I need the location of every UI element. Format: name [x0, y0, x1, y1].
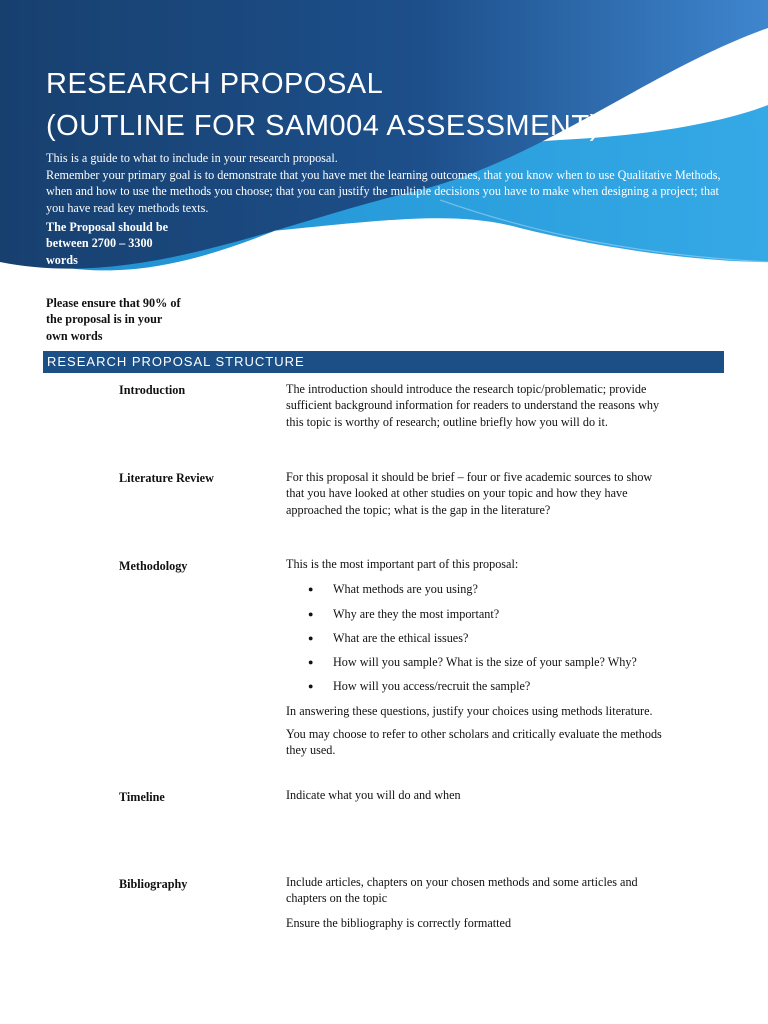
- row-text-introduction: The introduction should introduce the research topic/problematic; provide sufficient background information for readers to understand the reasons why this topic is worthy of research; outline briefly how you will do it.: [286, 382, 660, 429]
- intro-paragraph-2: Remember your primary goal is to demonstrate that you have met the learning outcomes, that you know when to use Qualitative Methods, when and how to use the methods you choose; that you can justify the multiple decisions you have to make when designing a project; that you have read key methods texts.: [46, 167, 721, 215]
- methodology-paragraph-2: You may choose to refer to other scholars and critically evaluate the methods they used.: [286, 727, 662, 758]
- bullet-item: ● What are the ethical issues?: [286, 630, 666, 646]
- intro-paragraph-1: This is a guide to what to include in your research proposal.: [46, 151, 338, 165]
- page-title-line1: RESEARCH PROPOSAL: [46, 68, 384, 100]
- row-label-bibliography: Bibliography: [119, 877, 188, 891]
- bibliography-paragraph-1: Include articles, chapters on your chosen methods and some articles and chapters on the topic: [286, 875, 638, 906]
- methodology-lead: This is the most important part of this proposal:: [286, 557, 519, 571]
- row-text-timeline: Indicate what you will do and when: [286, 788, 461, 802]
- bullet-item: ● How will you access/recruit the sample?: [286, 678, 666, 694]
- page-title-line2: (OUTLINE FOR SAM004 ASSESSMENT): [46, 110, 600, 142]
- bullet-item: ● How will you sample? What is the size of your sample? Why?: [286, 654, 666, 670]
- bullet-item: ● What methods are you using?: [286, 581, 666, 597]
- row-label-timeline: Timeline: [119, 790, 165, 804]
- methodology-bullet-list: [286, 581, 666, 694]
- row-text-methodology: [286, 556, 666, 759]
- section-title: RESEARCH PROPOSAL STRUCTURE: [47, 354, 305, 369]
- section-header-bar: [43, 351, 724, 373]
- bibliography-paragraph-2: Ensure the bibliography is correctly formatted: [286, 915, 512, 930]
- row-text-literature-review: For this proposal it should be brief – four or five academic sources to show that you have looked at other studies on your topic and how they have approached the topic; what is the gap in the literature?: [286, 470, 653, 517]
- bullet-item: ● Why are they the most important?: [286, 606, 666, 622]
- row-label-introduction: Introduction: [119, 383, 186, 397]
- row-label-methodology: Methodology: [119, 559, 188, 573]
- row-text-bibliography: [286, 874, 666, 931]
- row-label-literature-review: Literature Review: [119, 471, 214, 485]
- intro-text: [46, 150, 726, 216]
- methodology-paragraph-1: In answering these questions, justify your choices using methods literature.: [286, 703, 653, 718]
- word-count-note: The Proposal should be between 2700 – 3300 words: [46, 220, 169, 267]
- own-words-note: Please ensure that 90% of the proposal is in your own words: [46, 296, 181, 343]
